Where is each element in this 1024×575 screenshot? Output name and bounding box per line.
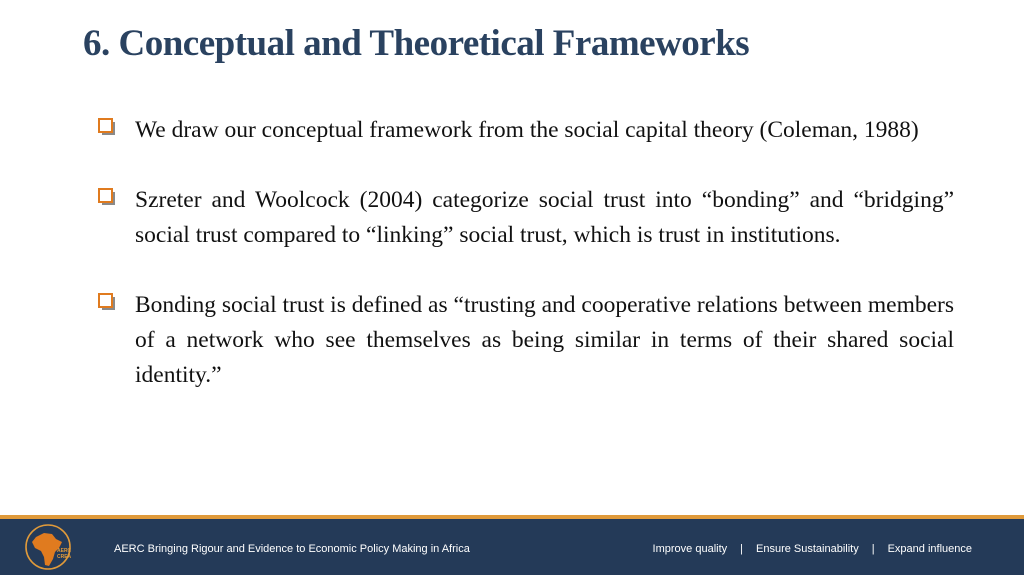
svg-text:CREA: CREA: [57, 554, 72, 560]
footer-link-expand-influence: Expand influence: [887, 543, 972, 555]
bullet-list: [98, 113, 954, 393]
bullet-text: We draw our conceptual framework from the social capital theory (Coleman, 1988): [135, 117, 919, 143]
slide-title: 6. Conceptual and Theoretical Frameworks: [83, 23, 750, 64]
bullet-item: [98, 183, 954, 253]
checkbox-icon: [98, 118, 116, 136]
checkbox-icon: [98, 188, 116, 206]
bullet-item: [98, 113, 954, 148]
bullet-text: Szreter and Woolcock (2004) categorize social trust into “bonding” and “bridging” social trust compared to “linking” social trust, which is trust in institutions.: [135, 187, 954, 248]
bullet-item: [98, 288, 954, 393]
footer-tagline: AERC Bringing Rigour and Evidence to Economic Policy Making in Africa: [114, 543, 470, 555]
footer-links: [653, 543, 972, 555]
footer-bar: [0, 519, 1024, 575]
footer-separator: |: [871, 543, 875, 555]
footer-link-ensure-sustainability: Ensure Sustainability: [756, 543, 859, 555]
checkbox-icon: [98, 293, 116, 311]
aerc-africa-logo: [22, 521, 74, 573]
svg-text:AERC: AERC: [57, 548, 72, 554]
bullet-text: Bonding social trust is defined as “trusting and cooperative relations between members of a network who see themselves as being similar in terms of their shared social identity.”: [135, 292, 955, 388]
footer-separator: |: [740, 543, 743, 555]
footer-link-improve-quality: Improve quality: [652, 543, 728, 555]
